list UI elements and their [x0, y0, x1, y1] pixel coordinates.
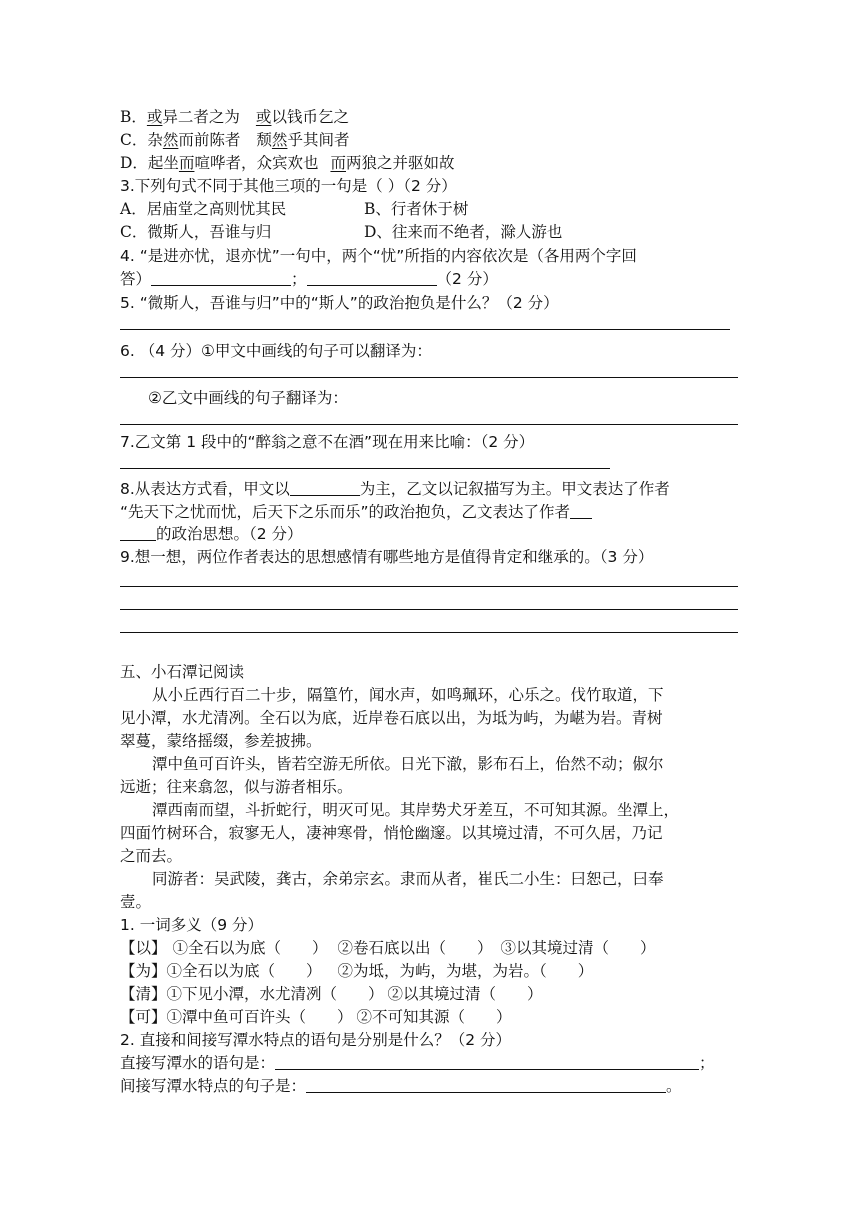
item-text: ②为坻，为屿，为堪，为岩。（ ） — [337, 962, 594, 980]
passage-line: 翠蔓，蒙络摇缀，参差披拂。 — [120, 732, 322, 750]
item-text: ②卷石底以出（ ） — [337, 939, 493, 957]
q3-option-d: D、往来而不绝者，滁人游也 — [364, 223, 563, 241]
underlined-word: 而 — [178, 154, 195, 172]
option-label: D．起坐 — [120, 154, 179, 172]
q4-stem: 4. “是进亦忧，退亦忧”一句中，两个“忧”所指的内容依次是（各用两个字回 — [120, 247, 637, 265]
passage-line: 同游者：吴武陵，龚古，余弟宗玄。隶而从者，崔氏二小生：曰恕己，曰奉 — [152, 870, 664, 888]
item-text: ①潭中鱼可百许头（ ） — [166, 1008, 353, 1026]
key-word: 【为】 — [120, 962, 167, 980]
item-text: ②以其境过清（ ） — [387, 985, 543, 1003]
option-text: 以钱币乞之 — [271, 108, 349, 126]
q9-stem: 9.想一想，两位作者表达的思想感情有哪些地方是值得肯定和继承的。（3 分） — [120, 548, 654, 566]
prompt-text: 间接写潭水特点的句子是： — [120, 1077, 307, 1095]
q5-stem: 5. “微斯人，吾谁与归”中的“斯人”的政治抱负是什么？（2 分） — [120, 294, 559, 312]
option-text: 喧哗者，众宾欢也 — [194, 154, 319, 172]
q8-line-3 — [120, 523, 303, 545]
q8-blank-2b[interactable] — [120, 524, 156, 541]
passage-line: 潭西南而望，斗折蛇行，明灭可见。其岸势犬牙差互，不可知其源。坐潭上， — [152, 801, 680, 819]
q6-sub: ②乙文中画线的句子翻译为： — [148, 389, 348, 407]
q4-answer-line — [120, 268, 498, 290]
item-text: ③以其境过清（ ） — [500, 939, 656, 957]
section-title: 五、小石潭记阅读 — [120, 663, 245, 681]
q9-answer-line-3[interactable] — [120, 632, 738, 633]
q7-answer-line[interactable] — [120, 468, 610, 469]
s5q2-stem: 2. 直接和间接写潭水特点的语句是分别是什么？（2 分） — [120, 1031, 512, 1049]
s5q1-row-wei — [120, 960, 593, 982]
s5q1-stem: 1. 一词多义（9 分） — [120, 916, 264, 934]
item-text: ①下见小潭，水尤清冽（ ） — [166, 985, 384, 1003]
passage-line: 从小丘西行百二十步，隔篁竹，闻水声，如鸣珮环，心乐之。伐竹取道，下 — [152, 686, 664, 704]
q6-stem: 6. （4 分）①甲文中画线的句子可以翻译为： — [120, 342, 432, 360]
item-text: ②不可知其源（ ） — [356, 1008, 512, 1026]
underlined-word: 而 — [330, 154, 346, 172]
passage-line: 见小潭，水尤清冽。全石以为底，近岸卷石底以出，为坻为屿，为嵁为岩。青树 — [120, 709, 663, 727]
q4-score: （2 分） — [436, 270, 498, 288]
q8-text: 8.从表达方式看，甲文以 — [120, 480, 290, 498]
s5q2-line-a — [120, 1052, 715, 1074]
q6-answer-line-1[interactable] — [120, 377, 738, 378]
q4-prefix: 答） — [120, 270, 152, 288]
item-text: ①全石以为底（ ） — [172, 939, 328, 957]
q4-separator: ； — [291, 270, 307, 288]
q9-answer-line-2[interactable] — [120, 609, 738, 610]
punctuation: ； — [699, 1054, 715, 1072]
option-text: 颓 — [256, 131, 272, 149]
option-c — [120, 129, 349, 151]
option-text: 两狼之并驱如故 — [345, 154, 455, 172]
passage-line: 四面竹树环合，寂寥无人，凄神寒骨，悄怆幽邃。以其境过清，不可久居，乃记 — [120, 824, 663, 842]
q8-blank-2a[interactable] — [570, 502, 592, 519]
q8-text: 的政治思想。（2 分） — [156, 525, 303, 543]
q8-line-1 — [120, 478, 670, 500]
q3-stem: 3.下列句式不同于其他三项的一句是（ ）（2 分） — [120, 177, 457, 195]
passage-line: 之而去。 — [120, 847, 183, 865]
prompt-text: 直接写潭水的语句是： — [120, 1054, 276, 1072]
underlined-word: 或 — [146, 108, 163, 126]
punctuation: 。 — [666, 1077, 682, 1095]
option-d — [120, 152, 455, 174]
s5q2-blank-a[interactable] — [275, 1053, 699, 1070]
option-text: 异二者之为 — [162, 108, 240, 126]
key-word: 【可】 — [120, 1008, 167, 1026]
q3-option-b: B、行者休于树 — [364, 200, 469, 218]
q6-answer-line-2[interactable] — [120, 424, 738, 425]
underlined-word: 然 — [162, 131, 179, 149]
q8-line-2 — [120, 501, 592, 523]
q4-blank-2[interactable] — [307, 269, 437, 286]
s5q2-blank-b[interactable] — [306, 1076, 666, 1093]
key-word: 【以】 — [120, 939, 167, 957]
option-label: B． — [120, 108, 147, 126]
q8-text: 为主，乙文以记叙描写为主。甲文表达了作者 — [359, 480, 670, 498]
passage-line: 潭中鱼可百许头，皆若空游无所依。日光下澈，影布石上，佁然不动；俶尔 — [152, 755, 664, 773]
s5q2-line-b — [120, 1075, 682, 1097]
option-b — [120, 106, 349, 128]
q7-stem: 7.乙文第 1 段中的“醉翁之意不在酒”现在用来比喻：（2 分） — [120, 433, 535, 451]
s5q1-row-yi — [120, 937, 656, 959]
passage-line: 远逝；往来翕忽，似与游者相乐。 — [120, 778, 353, 796]
underlined-word: 或 — [255, 108, 272, 126]
underlined-word: 然 — [271, 131, 288, 149]
option-label: C．杂 — [120, 131, 163, 149]
q3-option-c: C．微斯人，吾谁与归 — [120, 223, 272, 241]
q5-answer-line[interactable] — [120, 329, 730, 330]
option-text: 而前陈者 — [178, 131, 241, 149]
q8-text: “先天下之忧而忧，后天下之乐而乐”的政治抱负，乙文表达了作者 — [120, 503, 571, 521]
item-text: ①全石以为底（ ） — [166, 962, 322, 980]
s5q1-row-ke — [120, 1006, 512, 1028]
key-word: 【清】 — [120, 985, 167, 1003]
q3-option-a: A．居庙堂之高则忧其民 — [120, 200, 287, 218]
q9-answer-line-1[interactable] — [120, 586, 738, 587]
q8-blank-1[interactable] — [290, 479, 360, 496]
option-text: 乎其间者 — [287, 131, 350, 149]
q4-blank-1[interactable] — [151, 269, 291, 286]
s5q1-row-qing — [120, 983, 543, 1005]
passage-line: 壹。 — [120, 893, 152, 911]
